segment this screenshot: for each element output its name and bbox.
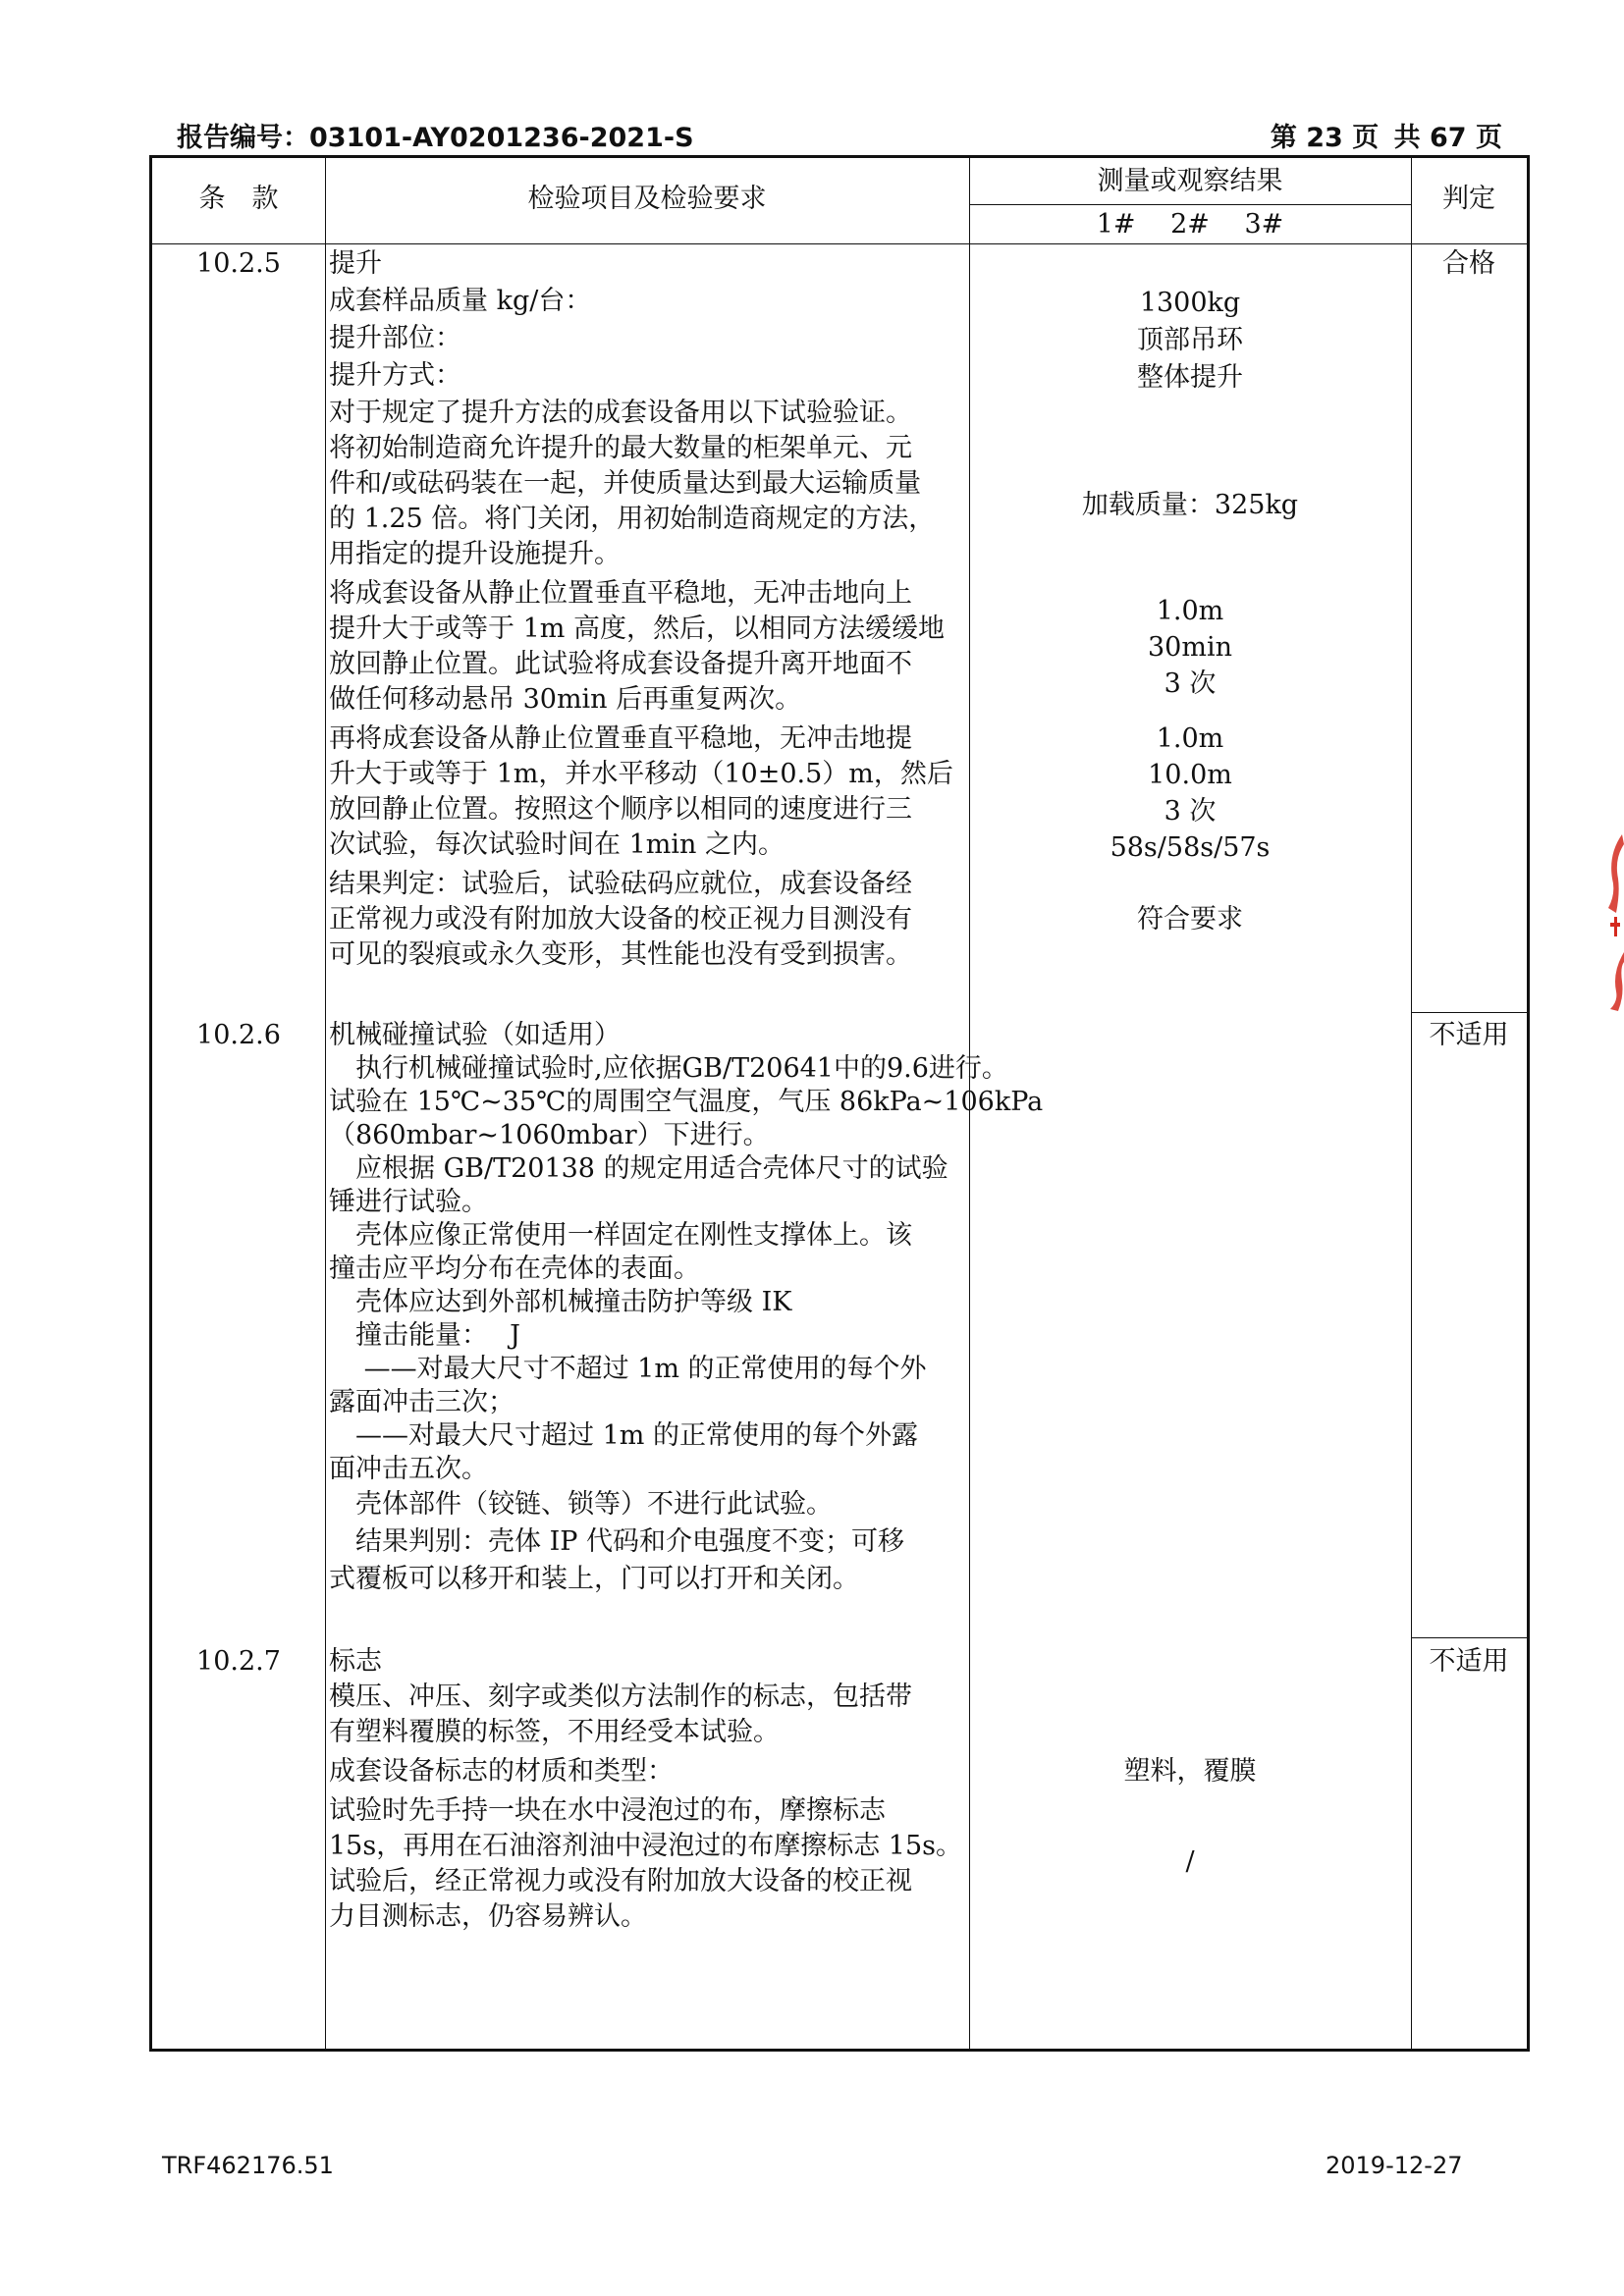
item-line: 试验后，经正常视力或没有附加放大设备的校正视 (329, 1866, 912, 1896)
item-line: 试验在 15℃~35℃的周围空气温度，气压 86kPa~106kPa (329, 1087, 1044, 1117)
verdict-divider-2 (1411, 1637, 1527, 1638)
verdict-10-2-7: 不适用 (1429, 1646, 1509, 1677)
item-line: 提升大于或等于 1m 高度，然后，以相同方法缓缓地 (329, 614, 945, 644)
item-line: ——对最大尺寸不超过 1m 的正常使用的每个外 (329, 1354, 927, 1384)
item-line: 提升 (329, 248, 382, 279)
item-line: 的 1.25 倍。将门关闭，用初始制造商规定的方法， (329, 504, 936, 534)
header-item: 检验项目及检验要求 (527, 184, 767, 214)
inspection-table (149, 155, 1530, 2052)
seal-stamp-fragment (1604, 825, 1624, 1011)
item-line: 15s，再用在石油溶剂油中浸泡过的布摩擦标志 15s。 (329, 1831, 963, 1861)
result-value: 3 次 (1164, 796, 1217, 827)
result-value: 58s/58s/57s (1110, 832, 1271, 863)
result-value: / (1185, 1846, 1195, 1877)
item-line: 露面冲击三次； (329, 1387, 514, 1417)
item-line: 式覆板可以移开和装上，门可以打开和关闭。 (329, 1564, 859, 1594)
clause-10-2-6: 10.2.6 (196, 1020, 281, 1050)
item-line: 用指定的提升设施提升。 (329, 539, 621, 569)
result-value: 1300kg (1139, 288, 1241, 318)
item-line: 壳体应达到外部机械撞击防护等级 IK (329, 1287, 792, 1317)
item-line: 对于规定了提升方法的成套设备用以下试验验证。 (329, 398, 912, 428)
result-value: 1.0m (1156, 596, 1224, 626)
result-value: 加载质量：325kg (1081, 490, 1299, 520)
result-value: 顶部吊环 (1137, 325, 1243, 355)
item-line: 放回静止位置。此试验将成套设备提升离开地面不 (329, 649, 912, 679)
item-line: 提升方式： (329, 360, 461, 391)
header-result: 测量或观察结果 (1097, 166, 1283, 196)
verdict-10-2-5: 合格 (1442, 248, 1495, 279)
item-line: 有塑料覆膜的标签，不用经受本试验。 (329, 1717, 780, 1747)
result-value: 1.0m (1156, 723, 1224, 754)
page-header (177, 116, 1502, 155)
header-clause: 条 款 (198, 184, 279, 214)
header-verdict: 判定 (1442, 184, 1495, 214)
clause-10-2-5: 10.2.5 (196, 248, 281, 279)
header-subdivider (969, 204, 1411, 205)
report-number: 报告编号：03101-AY0201236-2021-S (177, 123, 694, 153)
item-line: 机械碰撞试验（如适用） (329, 1020, 621, 1050)
item-line: 升大于或等于 1m，并水平移动（10±0.5）m，然后 (329, 759, 953, 789)
verdict-10-2-6: 不适用 (1429, 1020, 1509, 1050)
item-line: 撞击能量： J (329, 1320, 520, 1351)
item-line: （860mbar~1060mbar）下进行。 (329, 1120, 770, 1150)
item-line: 壳体应像正常使用一样固定在刚性支撑体上。该 (329, 1220, 912, 1251)
item-line: 成套样品质量 kg/台： (329, 286, 592, 316)
item-line: 执行机械碰撞试验时,应依据GB/T20641中的9.6进行。 (329, 1053, 1008, 1084)
result-value: 塑料，覆膜 (1123, 1756, 1257, 1787)
item-line: 放回静止位置。按照这个顺序以相同的速度进行三 (329, 794, 912, 825)
item-line: 面冲击五次。 (329, 1454, 488, 1484)
item-line: 锤进行试验。 (329, 1187, 488, 1217)
item-line: 撞击应平均分布在壳体的表面。 (329, 1254, 700, 1284)
item-line: 标志 (329, 1646, 382, 1677)
item-line: 做任何移动悬吊 30min 后再重复两次。 (329, 684, 802, 715)
item-line: 将成套设备从静止位置垂直平稳地，无冲击地向上 (329, 578, 912, 609)
form-number: TRF462176.51 (162, 2152, 334, 2179)
result-value: 符合要求 (1137, 904, 1243, 934)
item-line: 模压、冲压、刻字或类似方法制作的标志，包括带 (329, 1682, 912, 1712)
item-line: 成套设备标志的材质和类型： (329, 1756, 674, 1787)
item-line: 将初始制造商允许提升的最大数量的柜架单元、元 (329, 433, 912, 463)
item-line: 试验时先手持一块在水中浸泡过的布，摩擦标志 (329, 1795, 886, 1826)
page-indicator (1265, 116, 1502, 154)
col-divider-clause (325, 158, 326, 2049)
item-line: 提升部位： (329, 323, 461, 353)
item-line: 结果判别：壳体 IP 代码和介电强度不变；可移 (329, 1526, 904, 1557)
item-line: 结果判定：试验后，试验砝码应就位，成套设备经 (329, 869, 912, 899)
item-line: 壳体部件（铰链、锁等）不进行此试验。 (329, 1489, 833, 1520)
item-line: 再将成套设备从静止位置垂直平稳地，无冲击地提 (329, 723, 912, 754)
item-line: 次试验，每次试验时间在 1min 之内。 (329, 829, 785, 860)
col-divider-result (1411, 158, 1412, 2049)
result-value: 整体提升 (1137, 362, 1243, 393)
form-date: 2019-12-27 (1326, 2152, 1463, 2179)
verdict-divider-1 (1411, 1012, 1527, 1013)
header-bottom-line (152, 243, 1527, 244)
item-line: ——对最大尺寸超过 1m 的正常使用的每个外露 (329, 1420, 918, 1451)
item-line: 正常视力或没有附加放大设备的校正视力目测没有 (329, 904, 912, 934)
item-line: 应根据 GB/T20138 的规定用适合壳体尺寸的试验 (329, 1153, 948, 1184)
item-line: 可见的裂痕或永久变形，其性能也没有受到损害。 (329, 939, 912, 970)
header-samples: 1# 2# 3# (1096, 209, 1284, 240)
result-value: 3 次 (1164, 668, 1217, 699)
item-line: 力目测标志，仍容易辨认。 (329, 1901, 647, 1932)
page-total: 共 67 页 (1393, 123, 1502, 153)
result-value: 10.0m (1148, 760, 1232, 790)
item-line: 件和/或砝码装在一起，并使质量达到最大运输质量 (329, 468, 922, 499)
page-number: 第 23 页 (1270, 123, 1380, 153)
clause-10-2-7: 10.2.7 (196, 1646, 281, 1677)
result-value: 30min (1148, 632, 1232, 663)
